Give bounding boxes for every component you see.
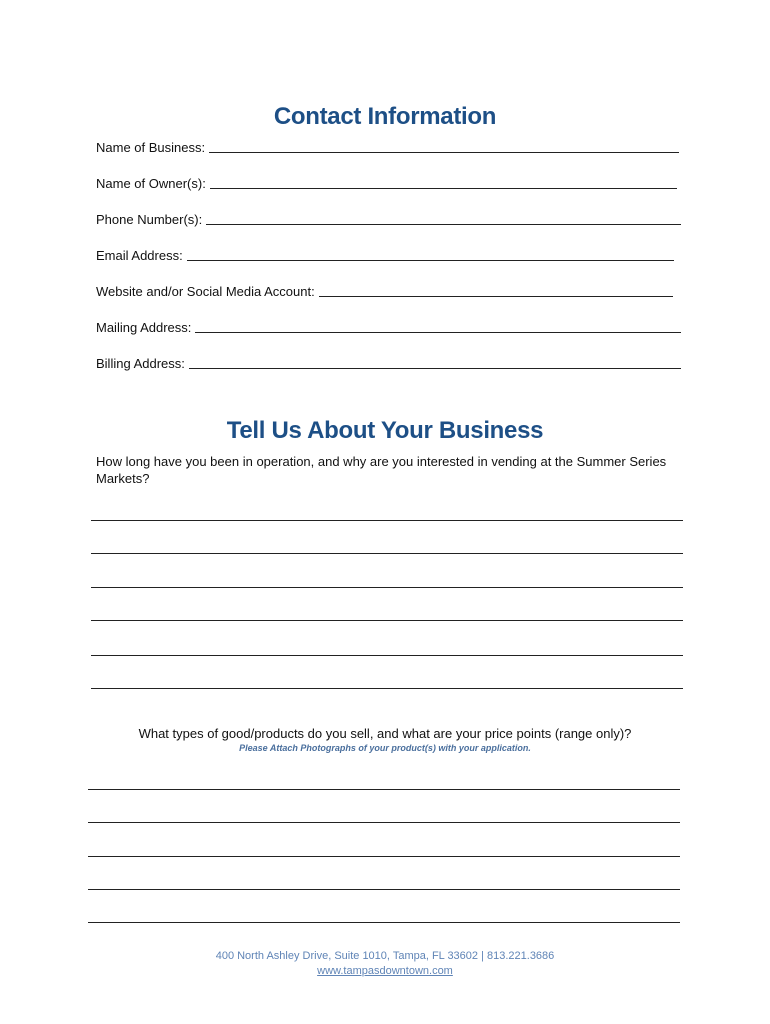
answer-line[interactable] [91, 688, 683, 689]
answer-line[interactable] [88, 889, 680, 890]
answer-line[interactable] [88, 856, 680, 857]
mailing-address-label: Mailing Address: [96, 320, 192, 335]
owner-name-label: Name of Owner(s): [96, 176, 206, 191]
business-name-field[interactable] [96, 136, 679, 156]
answer-line[interactable] [91, 553, 683, 554]
website-social-field[interactable] [96, 280, 673, 300]
photographs-note: Please Attach Photographs of your product(s) with your application. [239, 743, 531, 753]
website-social-line[interactable] [319, 295, 673, 297]
answer-line[interactable] [91, 520, 683, 521]
contact-information-heading: Contact Information [273, 103, 497, 130]
answer-line[interactable] [88, 922, 680, 923]
billing-address-label: Billing Address: [96, 356, 185, 371]
website-social-label: Website and/or Social Media Account: [96, 284, 315, 299]
mailing-address-field[interactable] [96, 316, 681, 336]
answer-line[interactable] [88, 789, 680, 790]
answer-line[interactable] [91, 620, 683, 621]
email-address-label: Email Address: [96, 248, 183, 263]
mailing-address-line[interactable] [195, 331, 681, 333]
email-address-line[interactable] [187, 259, 674, 261]
answer-line[interactable] [91, 655, 683, 656]
email-address-field[interactable] [96, 244, 674, 264]
owner-name-field[interactable] [96, 172, 677, 192]
products-question: What types of good/products do you sell, and what are your price points (range only)? [138, 726, 632, 741]
answer-line[interactable] [91, 587, 683, 588]
about-business-heading: Tell Us About Your Business [226, 417, 544, 444]
billing-address-field[interactable] [96, 352, 681, 372]
answer-line[interactable] [88, 822, 680, 823]
business-name-label: Name of Business: [96, 140, 206, 155]
footer-address: 400 North Ashley Drive, Suite 1010, Tampa, FL 33602 | 813.221.3686 [215, 950, 555, 962]
phone-number-label: Phone Number(s): [96, 212, 203, 227]
billing-address-line[interactable] [189, 367, 681, 369]
operation-question: How long have you been in operation, and why are you interested in vending at the Summer Series Markets? [96, 454, 667, 486]
phone-number-field[interactable] [96, 208, 681, 228]
owner-name-line[interactable] [210, 187, 677, 189]
phone-number-line[interactable] [206, 223, 681, 225]
footer-website-link[interactable]: www.tampasdowntown.com [317, 965, 453, 977]
business-name-line[interactable] [209, 151, 679, 153]
